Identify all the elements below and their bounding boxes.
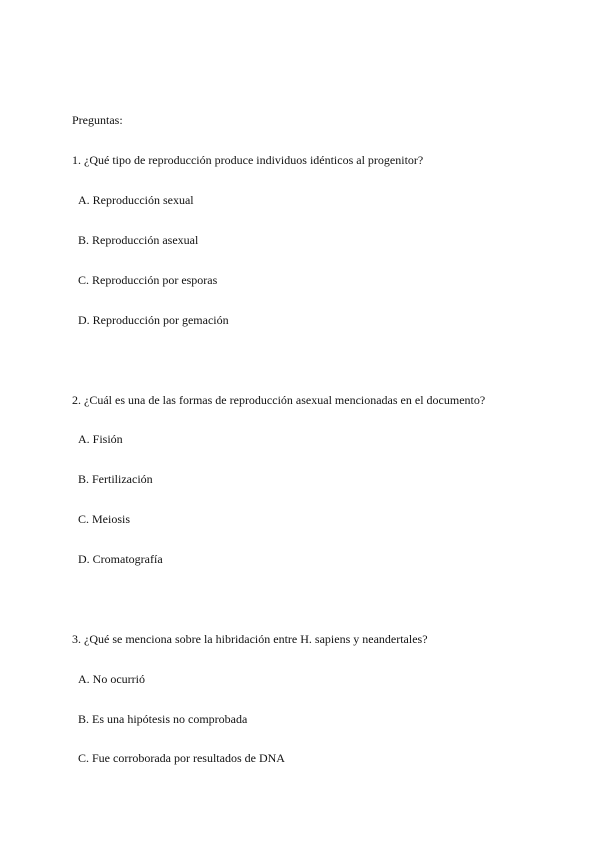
question-1-option-a: A. Reproducción sexual	[78, 193, 194, 207]
question-1-option-b: B. Reproducción asexual	[78, 233, 199, 247]
question-1-option-c: C. Reproducción por esporas	[78, 273, 218, 287]
question-3-option-a: A. No ocurrió	[78, 672, 145, 686]
question-3-option-b: B. Es una hipótesis no comprobada	[78, 712, 248, 726]
question-1-option-d: D. Reproducción por gemación	[78, 313, 229, 327]
question-2-text: 2. ¿Cuál es una de las formas de reproducción asexual mencionadas en el documento?	[72, 393, 486, 407]
questions-heading: Preguntas:	[72, 113, 123, 127]
question-3-text: 3. ¿Qué se menciona sobre la hibridación entre H. sapiens y neandertales?	[72, 632, 428, 646]
question-2-option-c: C. Meiosis	[78, 512, 131, 526]
question-2-option-b: B. Fertilización	[78, 472, 153, 486]
question-2-option-a: A. Fisión	[78, 432, 123, 446]
question-1-text: 1. ¿Qué tipo de reproducción produce individuos idénticos al progenitor?	[72, 153, 424, 167]
question-3-option-c: C. Fue corroborada por resultados de DNA	[78, 751, 285, 765]
question-2-option-d: D. Cromatografía	[78, 552, 163, 566]
